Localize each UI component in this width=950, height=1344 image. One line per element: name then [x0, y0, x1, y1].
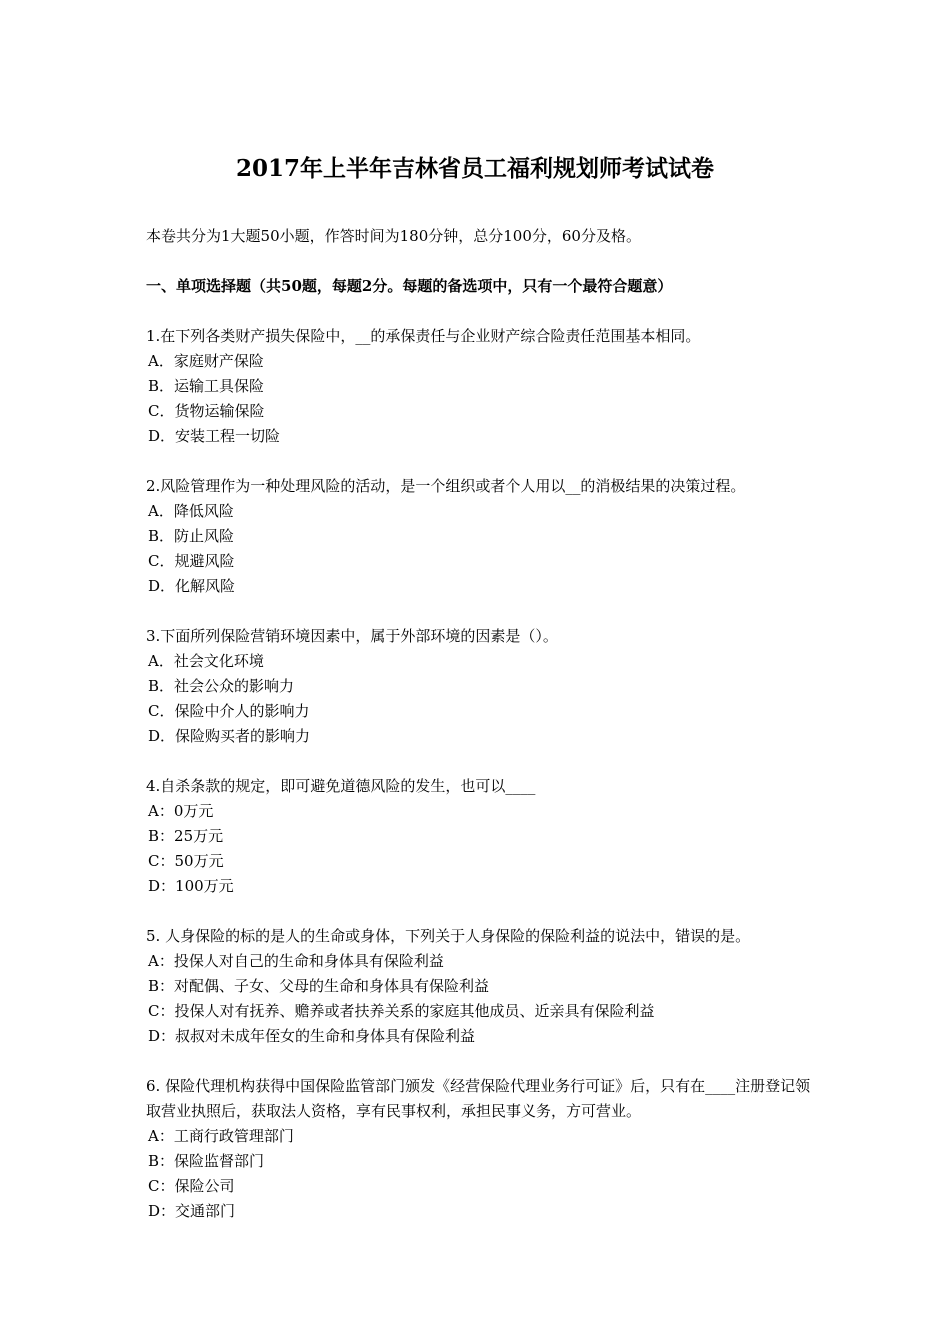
question-2: [146, 474, 816, 599]
question-1: [146, 324, 816, 449]
option-d: D．化解风险: [148, 577, 236, 595]
section-heading: 一、单项选择题（共50题，每题2分。每题的备选项中，只有一个最符合题意）: [146, 277, 673, 295]
question-stem: 2.风险管理作为一种处理风险的活动，是一个组织或者个人用以__的消极结果的决策过程。: [146, 477, 746, 495]
option-d: D．保险购买者的影响力: [148, 727, 311, 745]
option-c: C：投保人对有抚养、赡养或者扶养关系的家庭其他成员、近亲具有保险利益: [148, 1002, 655, 1020]
option-b: B．社会公众的影响力: [148, 677, 295, 695]
option-a: A：0万元: [148, 802, 214, 820]
question-3: [146, 624, 816, 749]
option-d: D：100万元: [148, 877, 234, 895]
option-c: C：50万元: [148, 852, 224, 870]
option-c: C：保险公司: [148, 1177, 235, 1195]
option-a: A．家庭财产保险: [148, 352, 264, 370]
option-a: A：投保人对自己的生命和身体具有保险利益: [148, 952, 444, 970]
option-c: C．规避风险: [148, 552, 235, 570]
question-stem: 4.自杀条款的规定，即可避免道德风险的发生，也可以____: [146, 777, 536, 795]
question-4: [146, 774, 816, 899]
option-c: C．货物运输保险: [148, 402, 265, 420]
option-b: B：25万元: [148, 827, 224, 845]
document-body: [146, 224, 816, 1224]
question-5: [146, 924, 816, 1049]
option-c: C．保险中介人的影响力: [148, 702, 310, 720]
option-b: B：对配偶、子女、父母的生命和身体具有保险利益: [148, 977, 490, 995]
question-stem: 3.下面所列保险营销环境因素中，属于外部环境的因素是（）。: [146, 627, 558, 645]
question-6: [146, 1074, 816, 1224]
exam-intro: 本卷共分为1大题50小题，作答时间为180分钟，总分100分，60分及格。: [146, 227, 641, 245]
document-title: 2017年上半年吉林省员工福利规划师考试试卷: [235, 155, 714, 182]
question-stem: 1.在下列各类财产损失保险中，__的承保责任与企业财产综合险责任范围基本相同。: [146, 327, 701, 345]
option-b: B．防止风险: [148, 527, 235, 545]
option-a: A．降低风险: [148, 502, 234, 520]
option-d: D．安装工程一切险: [148, 427, 281, 445]
option-b: B：保险监督部门: [148, 1152, 265, 1170]
option-d: D：叔叔对未成年侄女的生命和身体具有保险利益: [148, 1027, 476, 1045]
option-a: A．社会文化环境: [148, 652, 264, 670]
question-stem: 5. 人身保险的标的是人的生命或身体，下列关于人身保险的保险利益的说法中，错误的是。: [146, 927, 751, 945]
option-b: B．运输工具保险: [148, 377, 265, 395]
option-d: D：交通部门: [148, 1202, 236, 1220]
question-stem: 6. 保险代理机构获得中国保险监管部门颁发《经营保险代理业务行可证》后，只有在____注册登记领取营业执照后，获取法人资格，享有民事权利，承担民事义务，方可营业。: [146, 1077, 811, 1120]
option-a: A：工商行政管理部门: [148, 1127, 294, 1145]
